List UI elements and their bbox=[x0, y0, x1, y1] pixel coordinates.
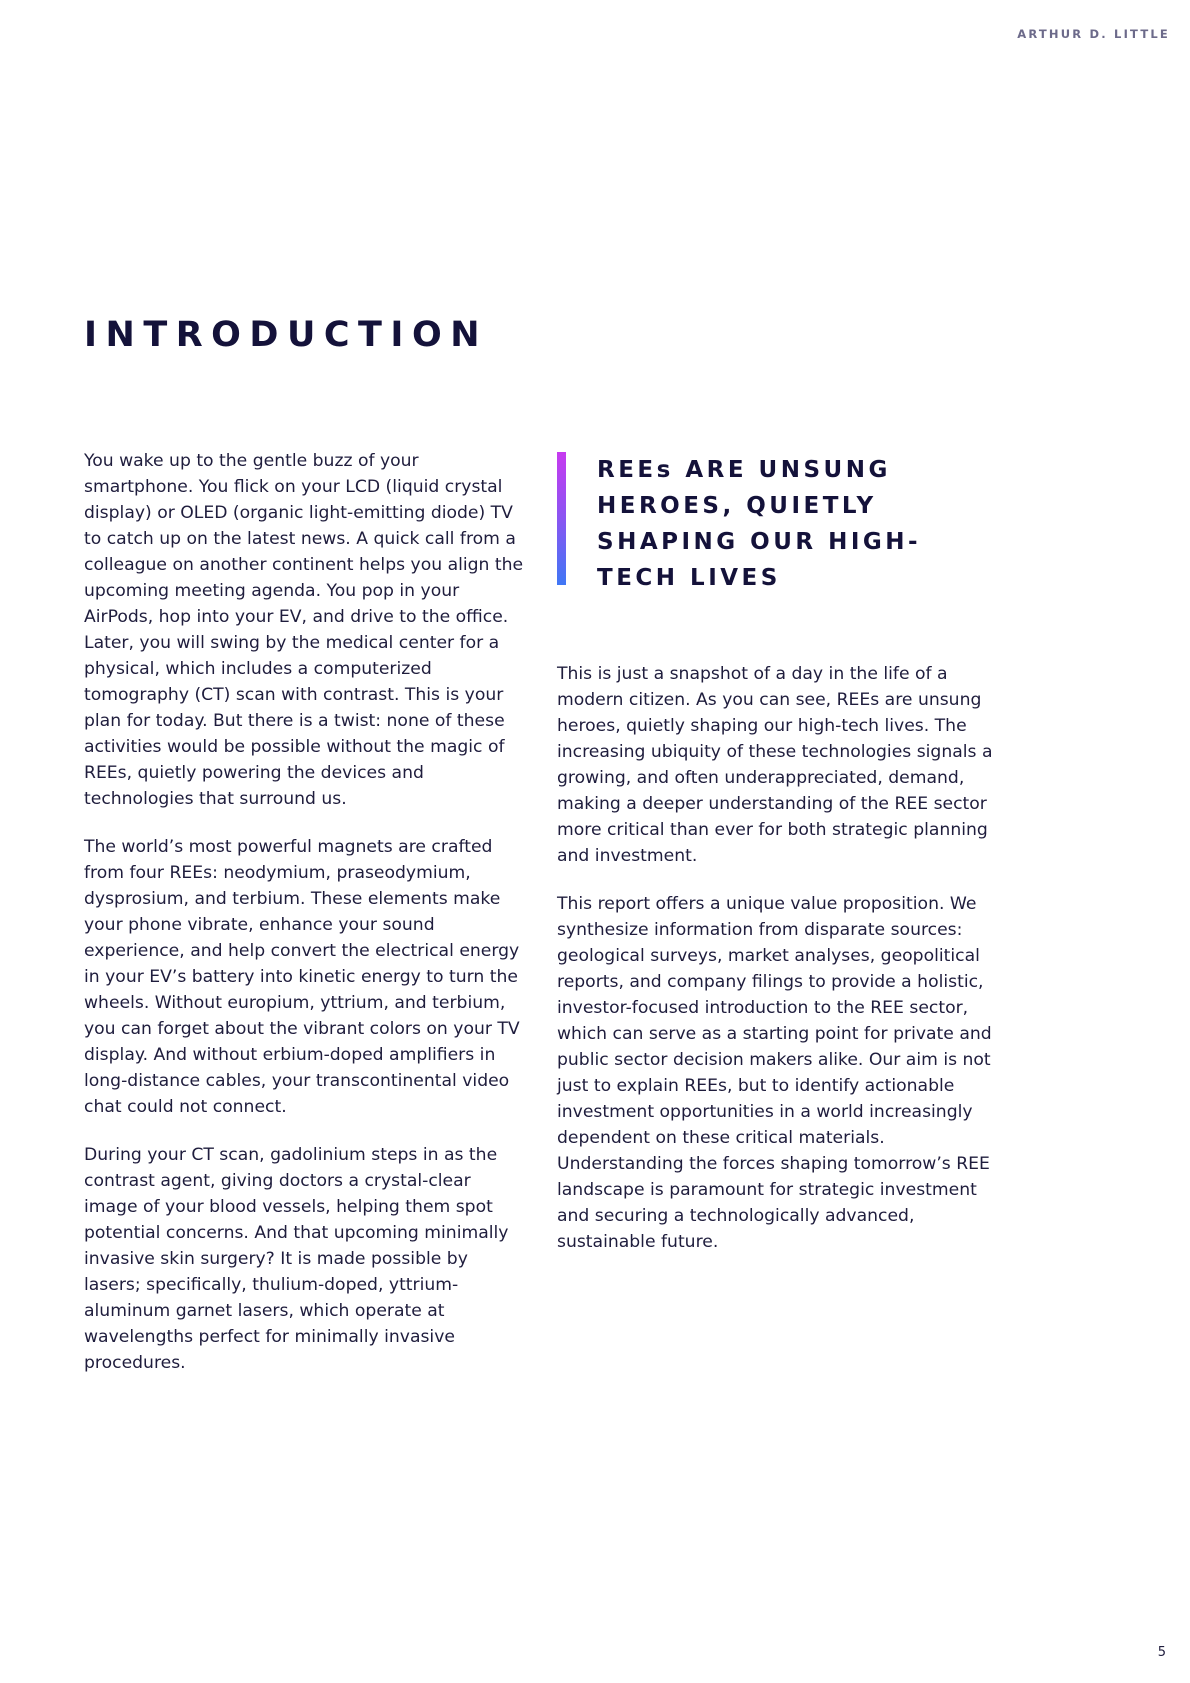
pull-quote bbox=[557, 452, 957, 591]
paragraph: The world’s most powerful magnets are crafted from four REEs: neodymium, praseodymium, dysprosium, and terbium. These elements make your phone vibrate, enhance your sound experience, and help convert the electrical energy in your EV’s battery into kinetic energy to turn the wheels. Without europium, yttrium, and terbium, you can forget about the vibrant colors on your TV display. And without erbium-doped amplifiers in long-distance cables, your transcontinental video chat could not connect. bbox=[84, 837, 520, 1117]
paragraph: During your CT scan, gadolinium steps in as the contrast agent, giving doctors a crystal-clear image of your blood vessels, helping them spot potential concerns. And that upcoming minimally invasive skin surgery? It is made possible by lasers; specifically, thulium-doped, yttrium-aluminum garnet lasers, which operate at wavelengths perfect for minimally invasive procedures. bbox=[84, 1145, 509, 1373]
accent-bar bbox=[557, 452, 566, 585]
brand-header: ARTHUR D. LITTLE bbox=[1017, 27, 1170, 41]
paragraph: This report offers a unique value proposition. We synthesize information from disparate sources: geological surveys, market analyses, geopolitical reports, and company filings to provide a holistic, investor-focused introduction to the REE sector, which can serve as a starting point for private and public sector decision makers alike. Our aim is not just to explain REEs, but to identify actionable investment opportunities in a world increasingly dependent on these critical materials. Understanding the forces shaping tomorrow’s REE landscape is paramount for strategic investment and securing a technologically advanced, sustainable future. bbox=[557, 894, 992, 1252]
right-column bbox=[557, 661, 997, 1277]
pull-quote-text: REEs ARE UNSUNG HEROES, QUIETLY SHAPING OUR HIGH-TECH LIVES bbox=[597, 457, 922, 591]
paragraph: This is just a snapshot of a day in the life of a modern citizen. As you can see, REEs are unsung heroes, quietly shaping our high-tech lives. The increasing ubiquity of these technologies signals a growing, and often underappreciated, demand, making a deeper understanding of the REE sector more critical than ever for both strategic planning and investment. bbox=[557, 664, 993, 866]
page-number: 5 bbox=[1157, 1645, 1166, 1660]
left-column bbox=[84, 448, 524, 1398]
paragraph: You wake up to the gentle buzz of your smartphone. You flick on your LCD (liquid crystal display) or OLED (organic light-emitting diode) TV to catch up on the latest news. A quick call from a colleague on another continent helps you align the upcoming meeting agenda. You pop in your AirPods, hop into your EV, and drive to the office. Later, you will swing by the medical center for a physical, which includes a computerized tomography (CT) scan with contrast. This is your plan for today. But there is a twist: none of these activities would be possible without the magic of REEs, quietly powering the devices and technologies that surround us. bbox=[84, 451, 524, 809]
page-title: INTRODUCTION bbox=[84, 315, 488, 355]
